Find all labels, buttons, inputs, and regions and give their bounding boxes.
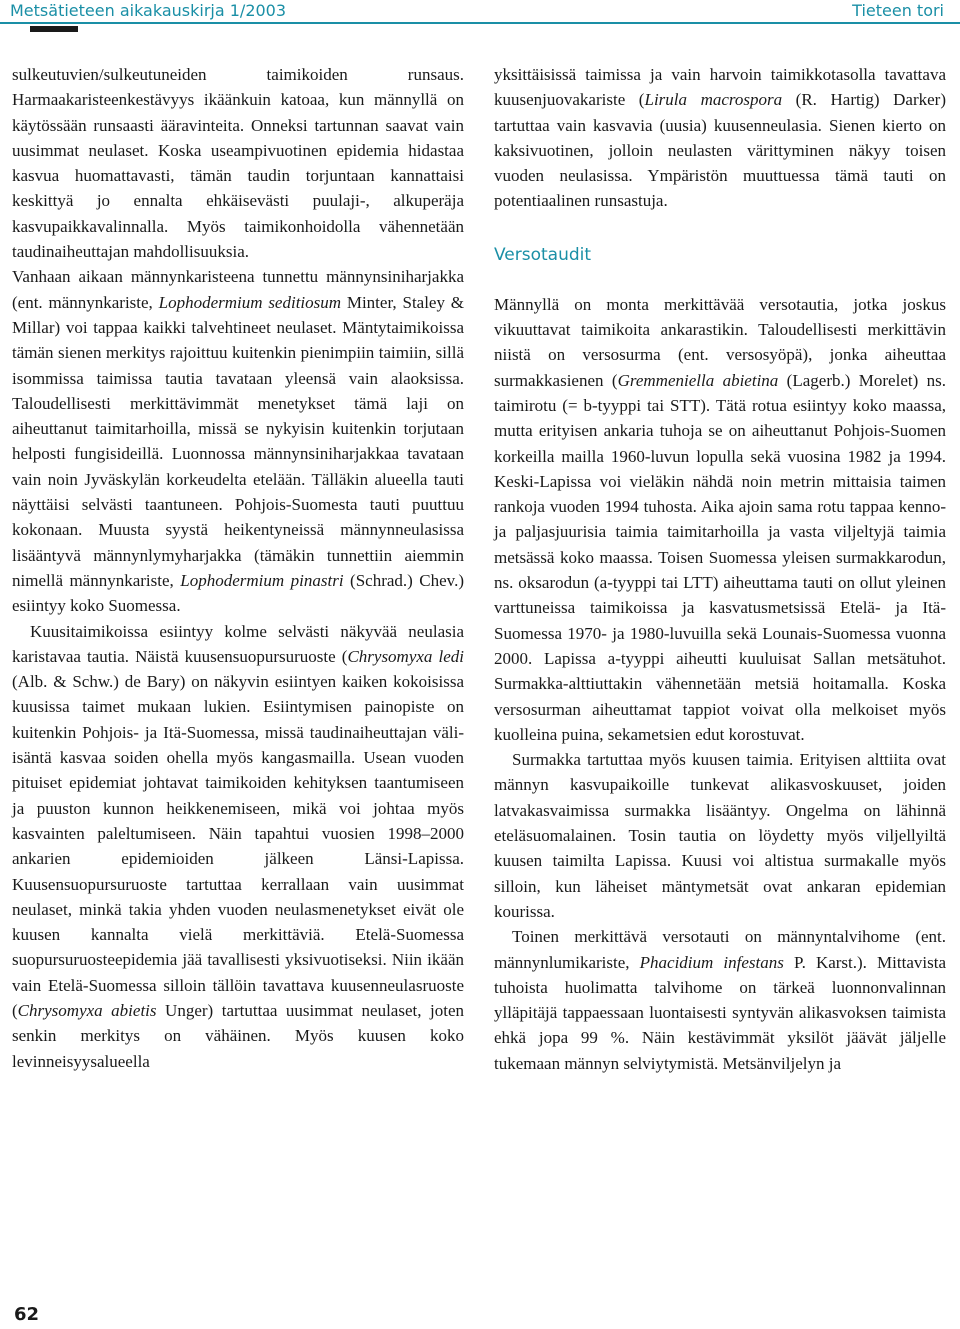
paragraph: Männyllä on monta merkittävää versotautia, jotka joskus vikuuttavat taimikoita ankarastikin. Taloudellisesti merkittävin niistä on versosurma (ent. versosyöpä), jonka aiheuttaa surmakkasienen (Gremmeniella abietina (Lagerb.) Morelet) ns. taimirotu (= b-tyyppi tai STT). Tätä rotua esiintyy koko maassa, mutta erityisen ankaria tuhoja se on aiheuttanut Pohjois-Suomen korkeilla mailla 1960-luvun lopulla sekä vuosina 1982 ja 1994. Keski-Lapissa voi vieläkin nähdä noin metrin mittaisia taimen rankoja vuoden 1994 tuhosta. Aika ajoin sama rotu tappaa kenno- ja paljasjuurisia taimia taimitarhoilla ja vasta viljeltyjä taimia metsässä koko maassa. Toisen Suomessa yleisen surmakkarodun, ns. oksarodun (a-tyyppi tai LTT) aiheuttama tauti on ollut yleinen varttuneissa taimikoissa ja kasvatusmetsissä Etelä- ja Itä-Suomessa 1970- ja 1980-luvuilla sekä Lounais-Suomessa vuonna 2000. Lapissa a-tyyppi aiheutti kuuluisat Sallan metsätuhot. Surmakka-alttiuttakin vähennetään metsiä hoitamalla. Koska versosurman aiheuttamat tappiot voivat olla melkoiset myös kuolleina puina, sekametsien edut korostuvat. <box>494 294 946 744</box>
species-name: Lirula macrospora <box>644 90 783 110</box>
left-column <box>12 62 464 1074</box>
page-number: 62 <box>14 1304 40 1325</box>
header-bar <box>30 26 78 32</box>
paragraph: Toinen merkittävä versotauti on männyntalvihome (ent. männynlumikariste, Phacidium infestans P. Karst.). Mittavista tuhoista huolimatta talvihome on tärkeä luonnonvalinnan ylläpitäjä tappaessaan luontaisesti syntyvän alikasvoksen taimista ehkä jopa 99 %. Näin kestävimmät yksilöt jäävät jäljelle tukemaan männyn selviytymistä. Metsänviljelyn ja <box>494 927 946 1073</box>
species-name: Gremmeniella abietina <box>617 370 779 390</box>
paragraph: sulkeutuvien/sulkeutuneiden taimikoiden runsaus. Harmaakaristeenkestävyys ikäänkuin katoaa, kun männyllä on käytössään runsaasti ääravinteita. Onneksi tartunnan saavat vain uusimmat neulaset. Koska useampivuotinen epidemia hidastaa kasvua huomattavasti, tämän taudin torjuntaan kannattaisi keskittyä jo ennalta ehkäisevästi puulaji-, alkuperäja kasvupaikkavalinnalla. Myös taimikonhoidolla vähennetään taudinaiheuttajan mahdollisuuksia. <box>12 65 464 262</box>
paragraph: yksittäisissä taimissa ja vain harvoin taimikkotasolla tavattava kuusenjuovakariste (Lirula macrospora (R. Hartig) Darker) tartuttaa vain kasvavia (uusia) kuusenneulasia. Sienen kierto on kaksivuotinen, jolloin neulasten värittyminen näkyy toisen vuoden neulasissa. Ympäristön muuttuessa tämä tauti on potentiaalinen runsastuja. <box>494 65 946 211</box>
species-name: Lophodermium seditiosum <box>158 292 342 312</box>
paragraph: Vanhaan aikaan männynkaristeena tunnettu männynsiniharjakka (ent. männynkariste, Lophodermium seditiosum Minter, Staley & Millar) voi tappaa kaikki talvehtineet neulaset. Mäntytaimikoissa tämän sienen merkitys rajoittuu kuitenkin pienimpiin taimiin, sillä isommissa taimissa tautia tavataan yleensä vain alaoksissa. Taloudellisesti merkittävimmät menetykset tämä laji on aiheuttanut taimitarhoilla, missä se nykyisin kuitenkin torjutaan helposti fungisideillä. Luonnossa männynsiniharjakkaa tavataan vain noin Jyväskylän korkeudelta etelään. Tälläkin alueella tauti näyttäisi selvästi taantuneen. Pohjois-Suomesta tauti puuttuu kokonaan. Muusta syystä heikentyneissä männynneulasissa lisääntyvä männynlymyharjakka (tämäkin tunnettiin aiemmin nimellä männynkariste, Lophodermium pinastri (Schrad.) Chev.) esiintyy koko Suomessa. <box>12 267 464 616</box>
journal-title: Metsätieteen aikakauskirja 1/2003 <box>10 1 287 20</box>
section-title: Tieteen tori <box>852 1 944 20</box>
species-name: Chrysomyxa ledi <box>347 646 464 666</box>
paragraph: Surmakka tartuttaa myös kuusen taimia. Erityisen alttiita ovat männyn kasvupaikoille tunkevat alikasvoskuuset, joiden latvakasvaimissa surmakka lisääntyy. Ongelma on lähinnä eteläsuomalainen. Tosin tautia on löydetty myös viljellyiltä kuusen taimilta Lapissa. Kuusi voi altistua surmakalle myös silloin, kun läheiset mäntymetsät ovat ankaran epidemian kourissa. <box>494 750 946 921</box>
species-name: Phacidium infestans <box>639 952 784 972</box>
species-name: Chrysomyxa abietis <box>17 1000 157 1020</box>
section-subheading: Versotaudit <box>494 244 592 265</box>
species-name: Lophodermium pinastri <box>180 570 344 590</box>
paragraph: Kuusitaimikoissa esiintyy kolme selvästi näkyvää neulasia karistavaa tautia. Näistä kuusensuopursuruoste (Chrysomyxa ledi (Alb. & Schw.) de Bary) on näkyvin esiintyen kaiken kokoisissa kuusissa taimet mukaan lukien. Esiintymisen painopiste on kuitenkin Pohjois- ja Itä-Suomessa, missä taudinaiheuttajan väli-isäntä kasvaa soiden ohella myös kangasmailla. Usean vuoden pituiset epidemiat johtavat taimikoiden kehityksen taantumiseen ja puuston kunnon heikkenemiseen, mikä voi johtaa myös kasvainten paleltumiseen. Näin tapahtui vuosien 1998–2000 ankarien epidemioiden jälkeen Länsi-Lapissa. Kuusensuopursuruoste tartuttaa kerrallaan vain uusimmat neulaset, minkä takia yhden vuoden neulasmenetykset eivät ole kuusen kannalta vielä merkittäviä. Etelä-Suomessa suopursuruosteepidemia jää tavallisesti yksivuotiseksi. Niin ikään vain Etelä-Suomessa silloin tällöin tavattava kuusenneulasruoste (Chrysomyxa abietis Unger) tartuttaa uusimmat neulaset, joten senkin merkitys on vähäinen. Myös kuusen koko levinneisyysalueella <box>12 621 464 1071</box>
right-column <box>494 62 946 1076</box>
header-rule <box>0 22 960 24</box>
